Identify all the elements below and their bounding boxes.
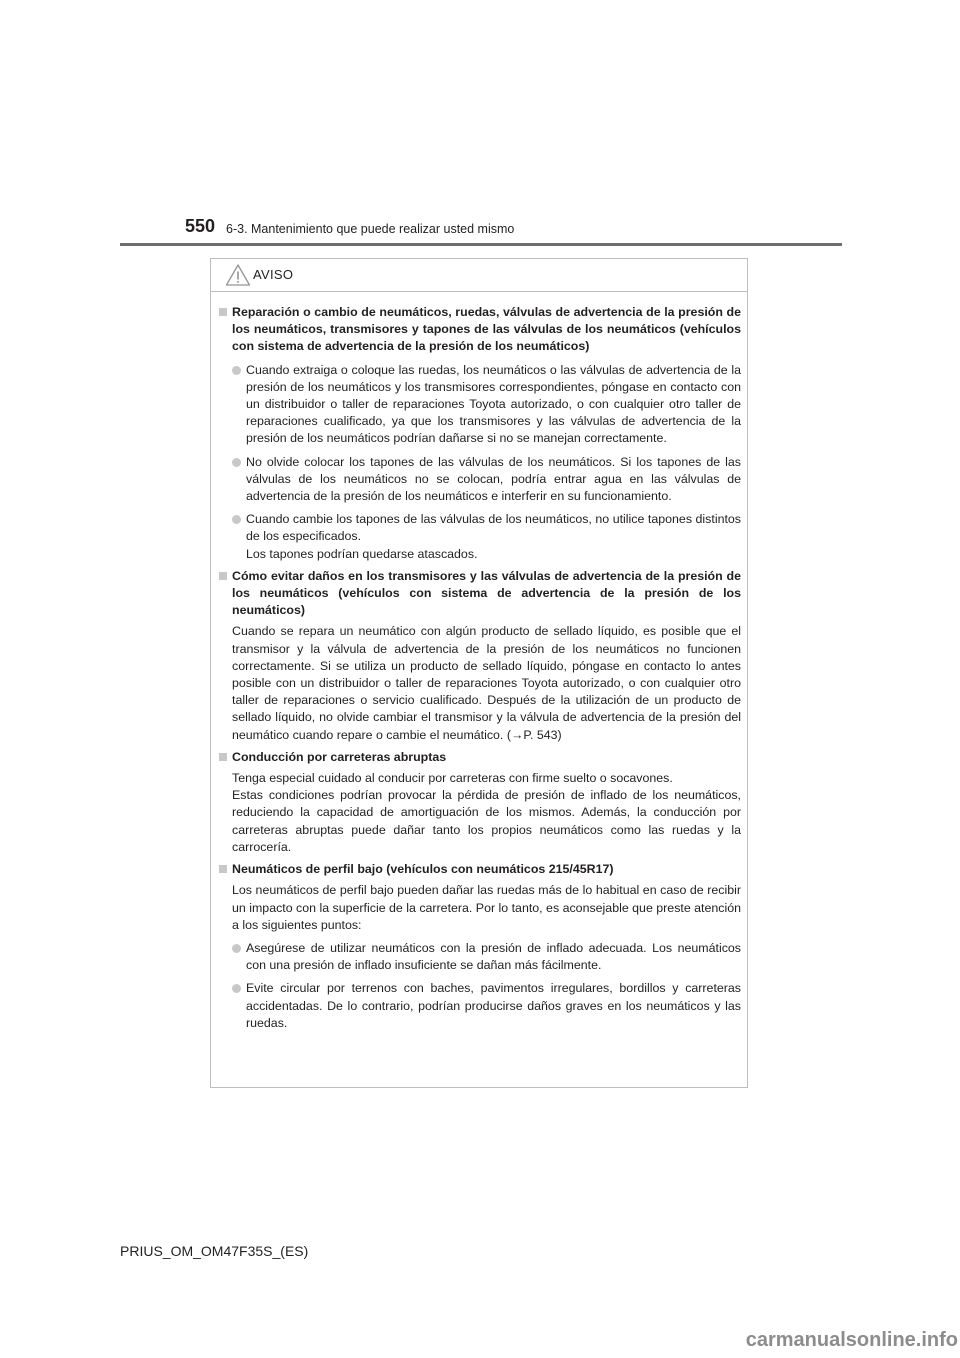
item-heading: Reparación o cambio de neumáticos, ruedas, válvulas de advertencia de la presión de los neumáticos, transmisores y tapones de las válvulas de los neumáticos (vehículos con sistema de advertencia de la presión de los neumáticos) [232,305,741,354]
bullet-item [232,454,741,506]
page-number: 550 [185,216,216,236]
warning-item [219,304,741,563]
warning-item [219,861,741,1032]
watermark: carmanualsonline.info [722,1322,960,1358]
bullet-text: Cuando extraiga o coloque las ruedas, los neumáticos o las válvulas de advertencia de la presión de los neumáticos y los transmisores correspondientes, póngase en contacto con un distribuidor o taller de reparaciones Toyota autorizado, o con cualquier otro taller de reparaciones cualificado, ya que los transmisores y las válvulas de advertencia de la presión de los neumáticos podrían dañarse si no se manejan correctamente. [246,362,741,446]
square-bullet-icon [219,572,227,580]
bullet-item [232,362,741,448]
section-title: 6-3. Mantenimiento que puede realizar usted mismo [226,222,515,236]
bullet-item [232,511,741,563]
warning-item [219,749,741,856]
bullet-text: Asegúrese de utilizar neumáticos con la presión de inflado adecuada. Los neumáticos con una presión de inflado insuficiente se dañan más fácilmente. [246,940,741,973]
bullet-text: No olvide colocar los tapones de las válvulas de los neumáticos. Si los tapones de las válvulas de los neumáticos no se colocan, podría entrar agua en las válvulas de advertencia de la presión de los neumáticos e interferir en su funcionamiento. [246,454,741,504]
item-paragraph: Los neumáticos de perfil bajo pueden dañar las ruedas más de lo habitual en caso de recibir un impacto con la superficie de la carretera. Por lo tanto, es aconsejable que preste atención a los siguientes puntos: [232,883,742,932]
item-paragraph: Tenga especial cuidado al conducir por carreteras con firme suelto o socavones. Estas condiciones podrían provocar la pérdida de presión de inflado de los neumáticos, reduciendo la capacidad de amortiguación de los mismos. Además, la conducción por carreteras abruptas puede dañar tanto los propios neumáticos como las ruedas y la carrocería. [232,771,741,854]
warning-triangle-icon [225,263,251,287]
circle-bullet-icon [232,944,241,953]
square-bullet-icon [219,308,227,316]
square-bullet-icon [219,753,227,761]
document-code: PRIUS_OM_OM47F35S_(ES) [120,1243,309,1259]
warning-body [211,292,747,1032]
warning-header [211,259,747,292]
bullet-text: Evite circular por terrenos con baches, pavimentos irregulares, bordillos y carreteras accidentadas. De lo contrario, podrían producirse daños graves en los neumáticos y las ruedas. [246,981,741,1030]
circle-bullet-icon [232,515,241,524]
item-heading: Cómo evitar daños en los transmisores y las válvulas de advertencia de la presión de los neumáticos (vehículos con sistema de advertencia de la presión de los neumáticos) [232,568,741,618]
circle-bullet-icon [232,984,241,993]
warning-item [219,568,741,744]
warning-title: AVISO [253,267,294,282]
item-heading: Neumáticos de perfil bajo (vehículos con neumáticos 215/45R17) [232,862,614,877]
item-heading: Conducción por carreteras abruptas [232,749,447,764]
circle-bullet-icon [232,366,241,375]
circle-bullet-icon [232,458,241,467]
bullet-item [232,940,741,974]
header-rule [120,243,842,246]
bullet-item [232,980,741,1032]
bullet-text: Cuando cambie los tapones de las válvulas de los neumáticos, no utilice tapones distintos de los especificados. Los tapones podrían quedarse atascados. [246,512,741,561]
square-bullet-icon [219,865,227,873]
warning-box [210,258,748,1088]
item-paragraph: Cuando se repara un neumático con algún producto de sellado líquido, es posible que el transmisor y la válvula de advertencia de la presión de los neumáticos no funcionen correctamente. Si se utiliza un producto de sellado líquido, póngase en contacto lo antes posible con un distribuidor o taller de reparaciones Toyota autorizado, o con cualquier otro taller de reparaciones o servicio cualificado. Después de la utilización de un producto de sellado líquido, no olvide cambiar el transmisor y la válvula de advertencia de la presión del neumático cuando repare o cambie el neumático. (→P. 543) [232,624,741,742]
